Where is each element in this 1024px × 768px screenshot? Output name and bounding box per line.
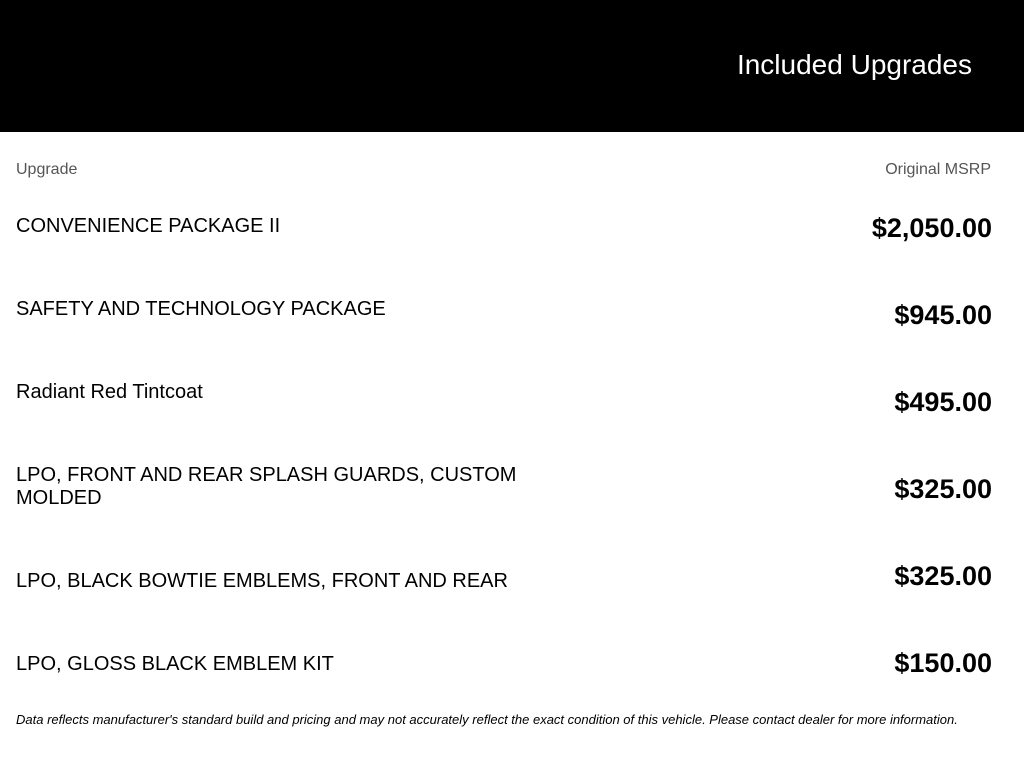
table-row: [0, 561, 1024, 650]
table-row: [0, 215, 1024, 295]
upgrade-price: $495.00: [894, 387, 992, 417]
upgrade-price: $2,050.00: [871, 213, 992, 243]
upgrade-name: LPO, FRONT AND REAR SPLASH GUARDS, CUSTOM MOLDED: [16, 464, 517, 509]
upgrade-name: SAFETY AND TECHNOLOGY PACKAGE: [16, 298, 386, 320]
upgrade-price: $945.00: [894, 300, 992, 330]
upgrade-name: CONVENIENCE PACKAGE II: [16, 215, 281, 237]
upgrade-name: Radiant Red Tintcoat: [16, 381, 203, 403]
disclaimer-text: Data reflects manufacturer's standard build and pricing and may not accurately reflect the exact condition of this vehicle. Please contact dealer for more information.: [16, 712, 958, 727]
upgrade-name: LPO, BLACK BOWTIE EMBLEMS, FRONT AND REAR: [16, 570, 508, 592]
table-row: [0, 381, 1024, 461]
upgrade-price: $325.00: [894, 474, 992, 504]
upgrade-name: LPO, GLOSS BLACK EMBLEM KIT: [16, 653, 334, 675]
table-row: [0, 298, 1024, 378]
column-header-upgrade: Upgrade: [16, 161, 78, 178]
upgrade-price: $325.00: [894, 561, 992, 591]
page-header: [0, 0, 1024, 132]
page-title: Included Upgrades: [736, 49, 972, 80]
table-row: [0, 464, 1024, 544]
column-header-msrp: Original MSRP: [885, 161, 991, 178]
upgrade-price: $150.00: [894, 648, 992, 678]
